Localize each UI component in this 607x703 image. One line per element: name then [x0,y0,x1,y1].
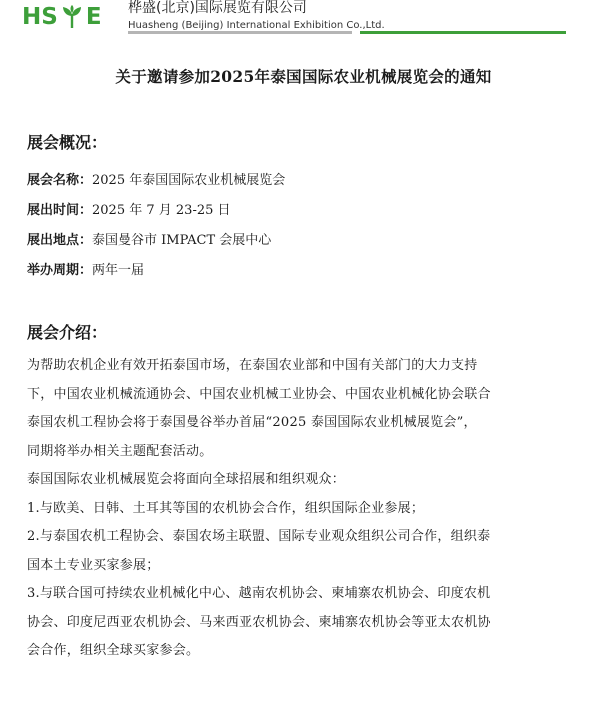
overview-heading: 展会概况： [27,133,108,152]
field-label: 展会名称： [27,173,93,188]
field-label: 举办周期： [27,263,93,278]
field-label: 展出地点： [27,233,93,248]
intro-line: 下，中国农业机械流通协会、中国农业机械工业协会、中国农业机械化协会联合 [27,386,491,402]
intro-line: 泰国国际农业机械展览会将面向全球招展和组织观众： [27,472,346,487]
field-exhibition-venue [27,232,271,250]
field-value: 2025 年 7 月 23-25 日 [92,203,231,218]
intro-line: 2.与泰国农机工程协会、泰国农场主联盟、国际专业观众组织公司合作，组织泰 [27,529,491,544]
intro-line: 泰国农机工程协会将于泰国曼谷举办首届“2025 泰国国际农业机械展览会”， [27,415,477,430]
header-rule-gray [128,31,352,34]
leaf-icon [59,4,85,30]
company-name-block [128,0,385,32]
field-value: 2025 年泰国国际农业机械展览会 [92,173,286,188]
field-value: 两年一届 [92,263,145,278]
intro-line: 3.与联合国可持续农业机械化中心、越南农机协会、柬埔寨农机协会、印度农机 [27,586,491,601]
field-label: 展出时间： [27,203,93,218]
intro-line: 同期将举办相关主题配套活动。 [27,443,213,459]
intro-line: 1.与欧美、日韩、土耳其等国的农机协会合作，组织国际企业参展； [27,500,425,516]
intro-line: 国本土专业买家参展； [27,557,160,573]
company-logo [22,3,102,31]
field-exhibition-cycle [27,262,144,280]
document-title: 关于邀请参加2025年泰国国际农业机械展览会的通知 [115,67,492,86]
header-rule-green [360,31,566,34]
letterhead [0,0,607,36]
intro-line: 为帮助农机企业有效开拓泰国市场，在泰国农业部和中国有关部门的大力支持 [27,358,478,373]
intro-body [27,352,583,666]
field-value: 泰国曼谷市 IMPACT 会展中心 [92,233,272,248]
intro-line: 会合作，组织全球买家参会。 [27,643,200,658]
logo-text-right: E [85,4,102,30]
intro-line: 协会、印度尼西亚农机协会、马来西亚农机协会、柬埔寨农机协会等亚太农机协 [27,614,491,630]
field-exhibition-time [27,202,231,220]
company-name-en: Huasheng (Beijing) International Exhibition Co.,Ltd. [128,20,385,31]
company-name-cn: 桦盛(北京)国际展览有限公司 [128,0,307,16]
field-exhibition-name [27,172,285,190]
logo-text-left: HS [22,4,58,30]
intro-heading: 展会介绍： [27,323,108,342]
